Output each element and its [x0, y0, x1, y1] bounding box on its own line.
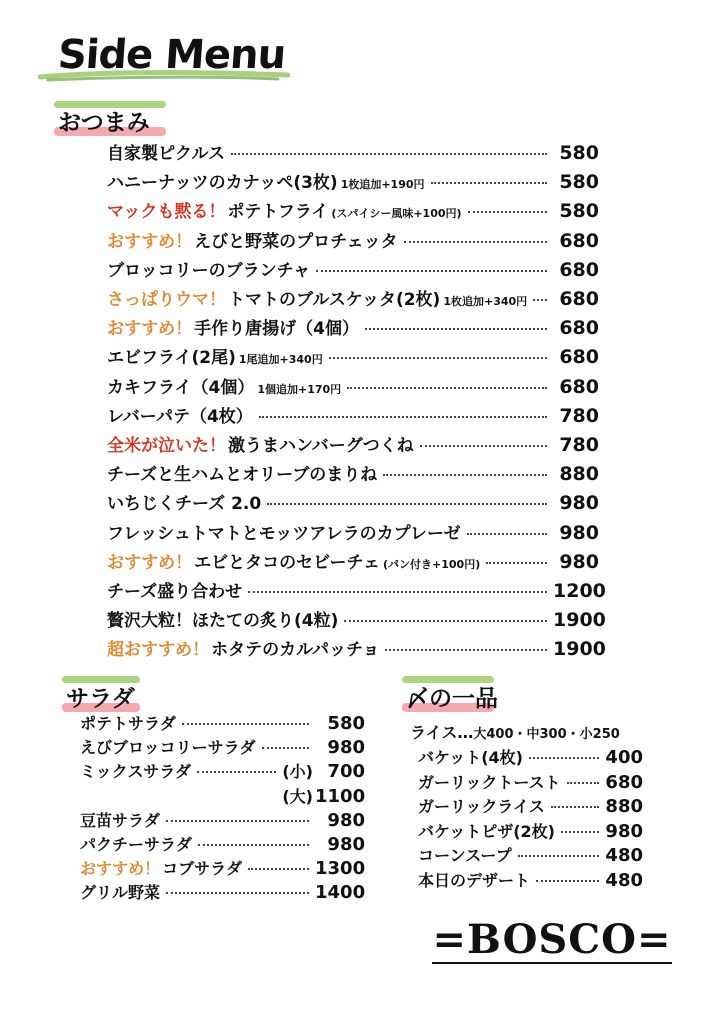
menu-item: [80, 735, 365, 761]
menu-item: [107, 635, 606, 661]
dot-leader: [486, 562, 547, 564]
menu-item: [107, 431, 599, 457]
size-label: (小): [282, 762, 313, 782]
menu-item: [80, 759, 365, 785]
item-name: 本日のデザート: [418, 871, 531, 890]
item-price: 780: [559, 434, 599, 456]
item-name: グリル野菜: [80, 883, 161, 903]
dot-leader: [259, 416, 547, 418]
otsumami-heading: おつまみ: [58, 110, 150, 136]
item-name: 豆苗サラダ: [80, 810, 160, 830]
dot-leader: [561, 831, 599, 833]
item-name: 激うまハンバーグつくね: [228, 436, 414, 456]
item-price: 580: [559, 171, 599, 194]
dot-leader: [385, 649, 547, 651]
dot-leader: [467, 533, 547, 535]
item-price: 980: [327, 809, 365, 831]
item-name: バケットピザ(2枚): [418, 821, 555, 841]
item-name: チーズと生ハムとオリーブのまりね: [107, 465, 378, 486]
item-note: 1枚追加+190円: [340, 178, 425, 192]
item-price: 400: [605, 747, 643, 768]
item-price: 1200: [553, 580, 606, 602]
item-name: フレッシュトマトとモッツアレラのカプレーゼ: [107, 523, 461, 544]
item-name: ミックスサラダ: [80, 762, 192, 782]
dot-leader: [533, 299, 547, 301]
item-name: ホタテのカルパッチョ: [211, 640, 380, 661]
menu-item: [418, 819, 643, 845]
dot-leader: [551, 806, 599, 808]
menu-item: [107, 460, 599, 486]
recommend-tag: さっぱりウマ！: [107, 290, 226, 310]
dot-leader: [347, 387, 547, 389]
item-price: 1900: [553, 638, 606, 661]
item-name: コーンスープ: [418, 846, 512, 866]
recommend-tag: 全米が泣いた！: [107, 436, 226, 456]
menu-item: [418, 770, 643, 796]
item-name: 贅沢大粒！ほたての炙り(4粒): [107, 611, 339, 632]
item-name: ポテトサラダ: [80, 714, 176, 733]
item-name: いちじくチーズ 2.0: [107, 494, 262, 515]
recommend-tag: おすすめ！: [107, 552, 193, 573]
title-brush-stroke: [38, 68, 290, 84]
item-name: ガーリックライス: [418, 797, 545, 817]
menu-item: [107, 489, 599, 515]
rice-row: [410, 720, 650, 746]
menu-item: [107, 285, 599, 311]
item-price: 580: [327, 713, 365, 734]
menu-item: [80, 856, 365, 882]
menu-item: [80, 808, 365, 834]
recommend-tag: 超おすすめ！: [107, 640, 210, 661]
dot-leader: [166, 892, 309, 894]
item-price: 980: [605, 820, 643, 842]
item-name: トマトのブルスケッタ(2枚): [228, 290, 441, 310]
recommend-tag: マックも黙る！: [107, 202, 226, 223]
menu-item: [107, 227, 599, 253]
menu-item: [418, 843, 643, 869]
menu-item: [80, 880, 365, 906]
item-name: えびと野菜のプロチェッタ: [194, 231, 398, 252]
rice-name: ライス…: [410, 723, 474, 742]
item-note: 1尾追加+340円: [238, 353, 323, 367]
dot-leader: [248, 591, 547, 593]
item-name: ハニーナッツのカナッペ(3枚): [107, 173, 338, 194]
recommend-tag: おすすめ！: [80, 859, 161, 879]
item-price: 980: [327, 834, 365, 855]
menu-item: [107, 256, 599, 282]
item-price: 580: [559, 142, 599, 164]
dot-leader: [404, 241, 547, 243]
item-price: 480: [605, 845, 643, 867]
menu-item: [418, 794, 643, 820]
item-note: (スパイシー風味+100円): [331, 207, 462, 221]
dot-leader: [468, 211, 547, 213]
dot-leader: [262, 747, 309, 749]
menu-item: [107, 577, 606, 603]
dot-leader: [198, 844, 309, 846]
item-price: 1900: [553, 609, 606, 632]
item-name: エビフライ(2尾): [107, 348, 236, 369]
item-price: 980: [327, 737, 365, 759]
menu-item: [418, 745, 643, 771]
item-note: (パン付き+100円): [382, 557, 481, 571]
item-name: 自家製ピクルス: [107, 144, 225, 164]
item-name: バケット(4枚): [418, 748, 523, 767]
item-price: 680: [559, 229, 599, 252]
menu-item: [107, 168, 599, 194]
item-name: ポテトフライ: [227, 202, 329, 223]
menu-item: [107, 197, 599, 223]
menu-item: [80, 711, 365, 737]
item-price: 1400: [315, 882, 366, 904]
item-price: 480: [605, 870, 643, 891]
item-price: 580: [559, 200, 599, 223]
menu-item: [107, 548, 599, 574]
size-label: (大): [282, 786, 313, 806]
item-price: 680: [559, 258, 599, 281]
item-name: パクチーサラダ: [80, 835, 192, 854]
dot-leader: [420, 445, 547, 447]
item-note: 1個追加+170円: [257, 382, 342, 396]
menu-item: [107, 519, 599, 545]
item-note: 1枚追加+340円: [443, 295, 528, 308]
dot-leader: [518, 855, 599, 857]
dot-leader: [536, 880, 599, 882]
menu-item: [107, 314, 599, 340]
dot-leader: [365, 328, 547, 330]
item-name: ブロッコリーのブランチャ: [107, 260, 311, 281]
dot-leader: [166, 820, 309, 822]
dot-leader: [344, 620, 547, 622]
item-price: 1100: [315, 785, 366, 807]
item-price: 680: [559, 317, 599, 340]
menu-item: [107, 402, 599, 428]
item-price: 680: [559, 375, 599, 398]
dot-leader: [529, 757, 599, 759]
dot-leader: [267, 503, 547, 505]
dot-leader: [231, 153, 547, 155]
item-price: 680: [559, 346, 599, 369]
menu-item: [418, 868, 643, 894]
brand-logo: =BOSCO=: [432, 916, 672, 963]
dot-leader: [383, 474, 547, 476]
item-price: 680: [605, 771, 643, 793]
menu-item: [107, 139, 599, 165]
menu-item: [107, 343, 599, 369]
item-name: えびブロッコリーサラダ: [80, 738, 256, 758]
shime-heading: 〆の一品: [406, 686, 498, 712]
item-price: 880: [559, 463, 599, 486]
menu-item: [107, 373, 599, 399]
recommend-tag: おすすめ！: [107, 231, 193, 252]
item-name: エビとタコのセビーチェ: [194, 552, 380, 573]
menu-item: [80, 832, 365, 858]
item-price: 1300: [315, 858, 366, 880]
item-price: 700: [327, 761, 365, 783]
item-price: 880: [605, 796, 643, 818]
item-name: ガーリックトースト: [418, 772, 561, 792]
dot-leader: [431, 182, 547, 184]
item-price: 980: [559, 550, 599, 573]
item-name: レバーパテ（4枚）: [107, 406, 253, 427]
item-price: 980: [559, 492, 599, 515]
dot-leader: [248, 868, 309, 870]
dot-leader: [182, 723, 309, 725]
item-name: カキフライ（4個）: [107, 377, 255, 398]
item-price: 680: [559, 288, 599, 310]
item-name: チーズ盛り合わせ: [107, 582, 243, 602]
dot-leader: [329, 357, 547, 359]
dot-leader: [316, 270, 547, 272]
item-name: コブサラダ: [162, 859, 243, 879]
item-price: 780: [559, 404, 599, 427]
menu-item: [107, 606, 606, 632]
dot-leader: [197, 771, 276, 773]
item-name: 手作り唐揚げ（4個）: [194, 319, 360, 340]
dot-leader: [567, 782, 599, 784]
menu-item: [80, 784, 365, 810]
rice-sizes: 大400・中300・小250: [473, 727, 620, 742]
salad-heading: サラダ: [66, 686, 135, 712]
item-price: 980: [559, 521, 599, 544]
page-title: Side Menu: [56, 32, 287, 78]
recommend-tag: おすすめ！: [107, 319, 193, 340]
